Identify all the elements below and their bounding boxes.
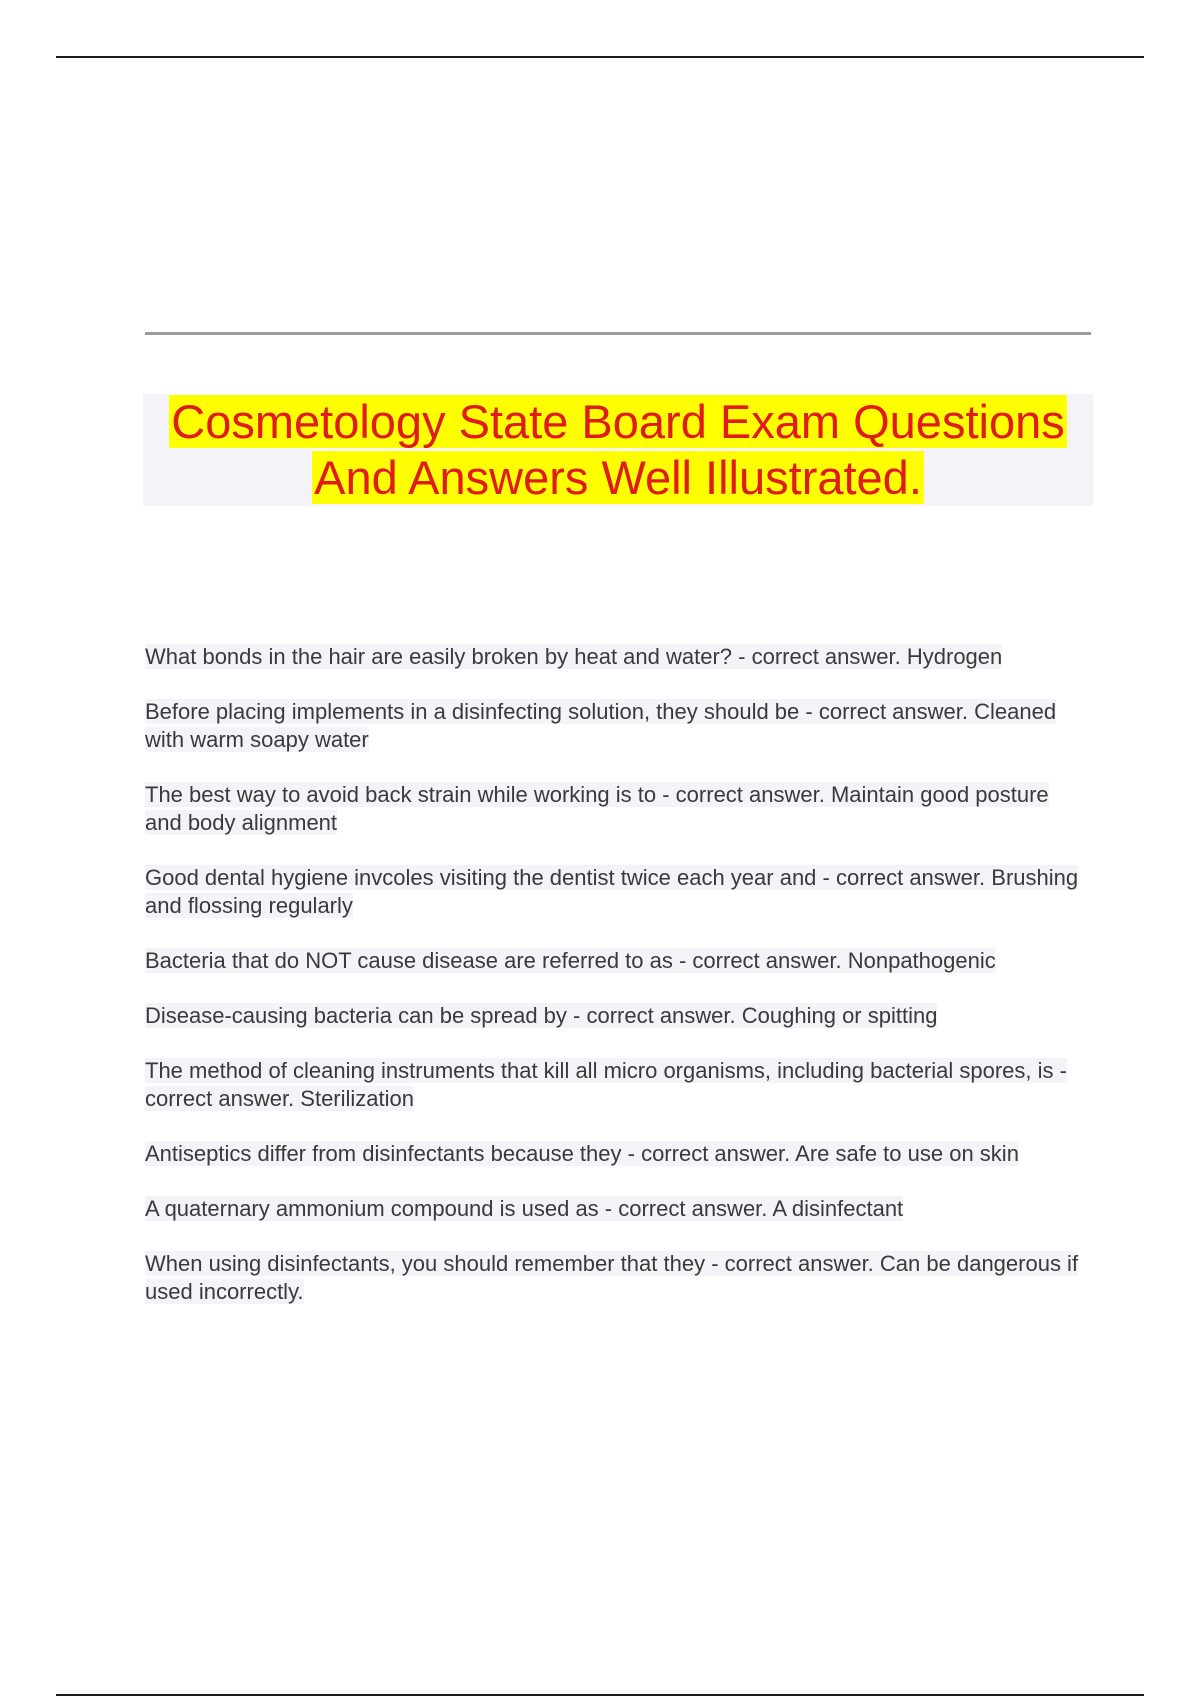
question-text: Disease-causing bacteria can be spread by bbox=[145, 1003, 567, 1028]
answer-text: Coughing or spitting bbox=[741, 1003, 938, 1028]
question-text: The method of cleaning instruments that kill all micro organisms, including bacterial spores, is bbox=[145, 1058, 1054, 1083]
answer-separator: - correct answer. bbox=[598, 1196, 773, 1221]
answer-separator: - correct answer. bbox=[705, 1251, 880, 1276]
answer-text: Are safe to use on skin bbox=[795, 1141, 1019, 1166]
qa-item bbox=[145, 1195, 1085, 1223]
answer-separator: - correct answer. bbox=[656, 782, 831, 807]
answer-text: A disinfectant bbox=[772, 1196, 904, 1221]
question-text: Antiseptics differ from disinfectants because they bbox=[145, 1141, 622, 1166]
qa-item bbox=[145, 1002, 1085, 1030]
question-text: Bacteria that do NOT cause disease are referred to as bbox=[145, 948, 673, 973]
question-text: Before placing implements in a disinfecting solution, they should be bbox=[145, 699, 800, 724]
title-line-2: And Answers Well Illustrated. bbox=[314, 451, 922, 504]
answer-separator: - correct answer. bbox=[732, 644, 907, 669]
qa-item bbox=[145, 864, 1085, 920]
answer-separator: - correct answer. bbox=[672, 948, 848, 973]
qa-item bbox=[145, 781, 1085, 837]
question-text: The best way to avoid back strain while working is to bbox=[145, 782, 657, 807]
title-separator-rule bbox=[145, 332, 1091, 335]
answer-text: Hydrogen bbox=[906, 644, 1003, 669]
qa-item bbox=[145, 643, 1085, 671]
answer-text: Nonpathogenic bbox=[847, 948, 996, 973]
qa-item bbox=[145, 698, 1085, 754]
answer-text: Can be dangerous if used incorrectly. bbox=[145, 1251, 1079, 1304]
page-top-rule bbox=[56, 56, 1144, 58]
question-text: When using disinfectants, you should remember that they bbox=[145, 1251, 706, 1276]
answer-separator: - correct answer. bbox=[566, 1003, 742, 1028]
question-text: A quaternary ammonium compound is used as bbox=[145, 1196, 599, 1221]
qa-item bbox=[145, 1250, 1085, 1306]
document-title bbox=[143, 394, 1093, 506]
answer-separator: - correct answer. bbox=[816, 865, 992, 890]
answer-text: Sterilization bbox=[300, 1086, 414, 1111]
page-bottom-rule bbox=[56, 1694, 1144, 1696]
qa-list bbox=[145, 643, 1085, 1333]
qa-item bbox=[145, 947, 1085, 975]
title-line-1: Cosmetology State Board Exam Questions bbox=[171, 395, 1065, 448]
qa-item bbox=[145, 1140, 1085, 1168]
question-text: What bonds in the hair are easily broken by heat and water? bbox=[145, 644, 733, 669]
answer-separator: - correct answer. bbox=[621, 1141, 796, 1166]
answer-text: Maintain good posture and body alignment bbox=[145, 782, 1049, 835]
answer-separator: - correct answer. bbox=[145, 1058, 1067, 1111]
answer-separator: - correct answer. bbox=[799, 699, 975, 724]
question-text: Good dental hygiene invcoles visiting the dentist twice each year and bbox=[145, 865, 817, 890]
answer-text: Brushing and flossing regularly bbox=[145, 865, 1079, 918]
answer-text: Cleaned with warm soapy water bbox=[145, 699, 1057, 752]
qa-item bbox=[145, 1057, 1085, 1113]
